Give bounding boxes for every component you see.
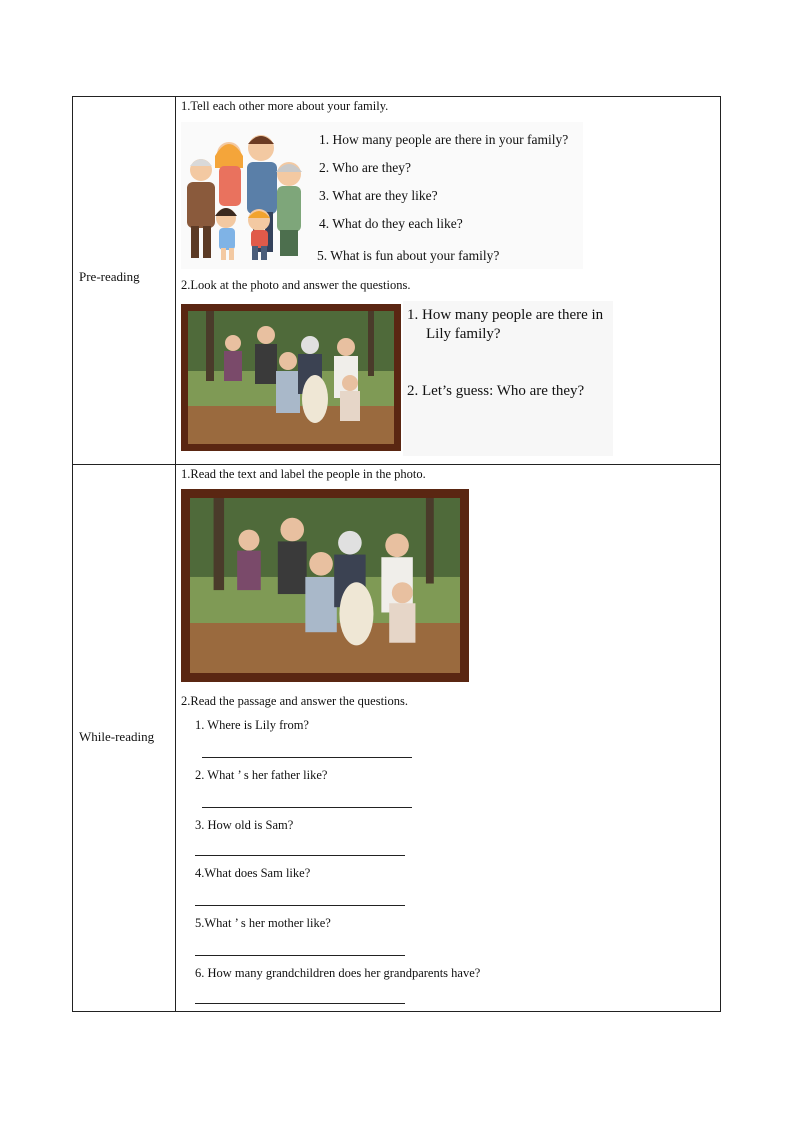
- family-photo-large-image: [190, 498, 460, 673]
- family-photo-small: [181, 304, 401, 451]
- answer-line-2[interactable]: [202, 807, 412, 808]
- while-reading-task-1: 1.Read the text and label the people in the photo.: [181, 467, 426, 481]
- reading-question-5: 5.What ’ s her mother like?: [195, 916, 331, 930]
- answer-line-3[interactable]: [195, 855, 405, 856]
- cartoon-question-2: 2. Who are they?: [319, 160, 411, 175]
- stage-label-pre-reading: Pre-reading: [79, 269, 140, 284]
- family-photo-large: [181, 489, 469, 682]
- row-divider: [73, 464, 720, 465]
- cartoon-family-image: [181, 122, 313, 269]
- answer-line-5[interactable]: [195, 955, 405, 956]
- photo-question-1-line-1: 1. How many people are there in: [407, 307, 604, 323]
- pre-reading-task-2: 2.Look at the photo and answer the questions.: [181, 278, 411, 292]
- photo-question-2: 2. Let’s guess: Who are they?: [407, 383, 585, 399]
- photo-questions-panel: [403, 301, 613, 456]
- column-divider: [175, 97, 176, 1011]
- photo-question-1-line-2: Lily family?: [426, 326, 501, 342]
- while-reading-task-2: 2.Read the passage and answer the questions.: [181, 694, 409, 708]
- answer-line-1[interactable]: [202, 757, 412, 758]
- family-cartoon-panel: [181, 122, 583, 269]
- reading-question-4: 4.What does Sam like?: [195, 866, 311, 880]
- stage-label-while-reading: While-reading: [79, 729, 155, 744]
- lesson-table: [72, 96, 721, 1012]
- cartoon-question-4: 4. What do they each like?: [319, 216, 463, 231]
- reading-question-6: 6. How many grandchildren does her grandparents have?: [195, 966, 481, 980]
- reading-question-3: 3. How old is Sam?: [195, 818, 294, 832]
- cartoon-question-3: 3. What are they like?: [319, 188, 438, 203]
- answer-line-4[interactable]: [195, 905, 405, 906]
- reading-question-2: 2. What ’ s her father like?: [195, 768, 328, 782]
- cartoon-question-5: 5. What is fun about your family?: [317, 248, 500, 263]
- family-photo-image: [188, 311, 394, 444]
- answer-line-6[interactable]: [195, 1003, 405, 1004]
- pre-reading-task-1: 1.Tell each other more about your family.: [181, 99, 389, 113]
- reading-question-1: 1. Where is Lily from?: [195, 718, 309, 732]
- cartoon-question-1: 1. How many people are there in your family?: [319, 132, 569, 147]
